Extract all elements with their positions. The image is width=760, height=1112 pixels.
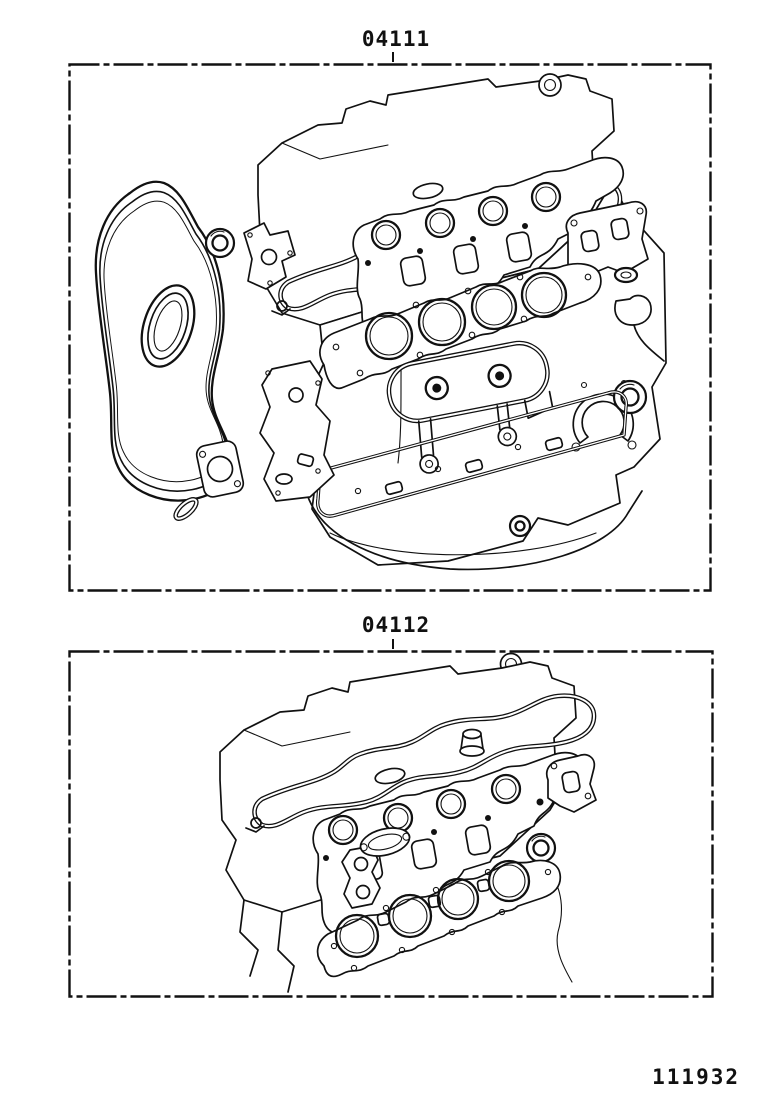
crank-seal-drawing	[614, 381, 646, 413]
cam-seal-drawing	[206, 229, 234, 257]
gasket-kit-illustration-04112	[68, 650, 714, 998]
kit-box-04112	[68, 650, 714, 998]
kit-label-04111: 04111	[361, 27, 431, 51]
cam-seal-drawing	[527, 834, 555, 862]
drain-plug-gasket-drawing	[510, 516, 530, 536]
spark-tube-grommet-drawing	[460, 730, 484, 757]
kit-label-04112-leader	[392, 639, 394, 649]
kit-label-04111-leader	[392, 52, 394, 62]
kit-box-04111	[68, 63, 712, 592]
figure-number: 111932	[652, 1065, 740, 1089]
pump-plate-gasket-drawing	[173, 439, 245, 521]
gasket-kit-illustration-04111	[68, 63, 712, 592]
kit-label-04112: 04112	[361, 613, 431, 637]
